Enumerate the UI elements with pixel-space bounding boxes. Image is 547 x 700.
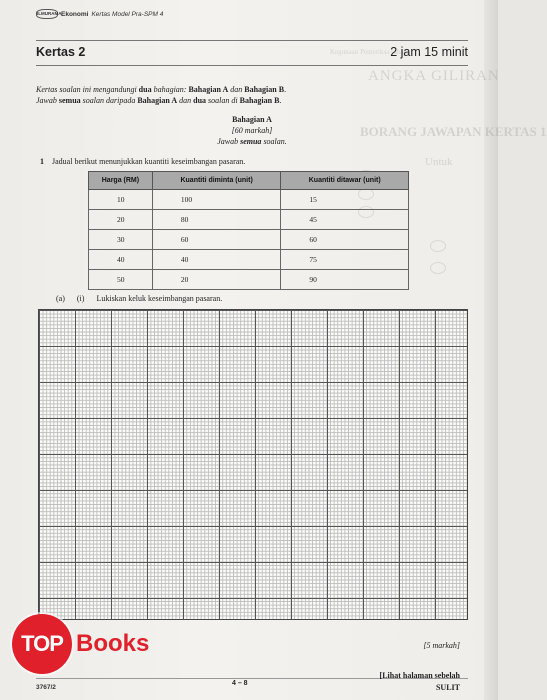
part-text: Lukiskan keluk keseimbangan pasaran.	[96, 294, 223, 303]
section-marks: [60 markah]	[231, 126, 273, 135]
part-label: (a)	[56, 294, 65, 303]
table-cell: 40	[152, 250, 281, 270]
section-title: Bahagian A	[232, 115, 272, 124]
paper-title: Kertas 2	[36, 45, 86, 59]
topbooks-logo-text: Books	[76, 630, 150, 657]
bleed-through-text: Untuk	[425, 156, 453, 168]
table-cell: 10	[89, 190, 153, 210]
general-instructions	[36, 84, 286, 106]
table-cell: 40	[89, 250, 153, 270]
table-cell: 75	[281, 250, 409, 270]
publisher-logo: ILMURAMA	[36, 9, 58, 19]
market-equilibrium-table	[88, 171, 409, 290]
table-row	[89, 250, 409, 270]
section-instruction: Jawab semua soalan.	[217, 137, 287, 146]
table-row	[89, 270, 409, 290]
bleed-through-text: Kegunaan Pemeriksa sahaja	[330, 48, 409, 56]
table-cell: 30	[89, 230, 153, 250]
question-1	[40, 157, 245, 166]
next-page-note: [Lihat halaman sebelah	[379, 671, 460, 680]
column-header: Harga (RM)	[89, 172, 153, 190]
table-header-row	[89, 172, 409, 190]
paper-duration: 2 jam 15 minit	[390, 45, 468, 59]
graph-paper[interactable]	[38, 309, 468, 620]
instruction-line-1: Kertas soalan ini mengandungi dua bahagian: Bahagian A dan Bahagian B.	[36, 85, 287, 94]
marks-allocation: [5 markah]	[423, 641, 460, 650]
bleed-through-text: ANGKA GILIRAN	[368, 68, 500, 84]
table-cell: 20	[89, 210, 153, 230]
running-header	[36, 9, 163, 19]
table-cell: 45	[281, 210, 409, 230]
header-subject: Ekonomi	[61, 10, 89, 18]
question-number: 1	[40, 157, 44, 166]
question-text: Jadual berikut menunjukkan kuantiti keseimbangan pasaran.	[52, 157, 246, 166]
table-row	[89, 210, 409, 230]
table-row	[89, 190, 409, 210]
table-cell: 20	[152, 270, 281, 290]
table-cell: 80	[152, 210, 281, 230]
table-cell: 90	[281, 270, 409, 290]
table-row	[89, 230, 409, 250]
bleed-through-text: BORANG JAWAPAN KERTAS 1	[360, 124, 547, 139]
table-cell: 60	[281, 230, 409, 250]
topbooks-watermark	[12, 613, 149, 675]
page-edge	[484, 0, 498, 700]
table-cell: 100	[152, 190, 281, 210]
subpart-label: (i)	[76, 294, 85, 303]
paper-code: 3767/2	[36, 684, 56, 691]
column-header: Kuantiti diminta (unit)	[152, 172, 281, 190]
table-cell: 60	[152, 230, 281, 250]
table-cell: 15	[281, 190, 409, 210]
paper-title-bar	[36, 40, 468, 66]
bleed-through-circle	[430, 240, 446, 252]
question-1a-i	[56, 294, 222, 303]
table-cell: 50	[89, 270, 153, 290]
column-header: Kuantiti ditawar (unit)	[281, 172, 409, 190]
bleed-through-circle	[430, 262, 446, 274]
classification-label: SULIT	[435, 683, 460, 692]
page-number: 4 – 8	[232, 680, 248, 687]
topbooks-logo-circle: TOP	[12, 614, 72, 674]
header-subtitle: Kertas Model Pra-SPM 4	[91, 10, 164, 18]
instruction-line-2: Jawab semua soalan daripada Bahagian A dan dua soalan di Bahagian B.	[36, 96, 282, 105]
